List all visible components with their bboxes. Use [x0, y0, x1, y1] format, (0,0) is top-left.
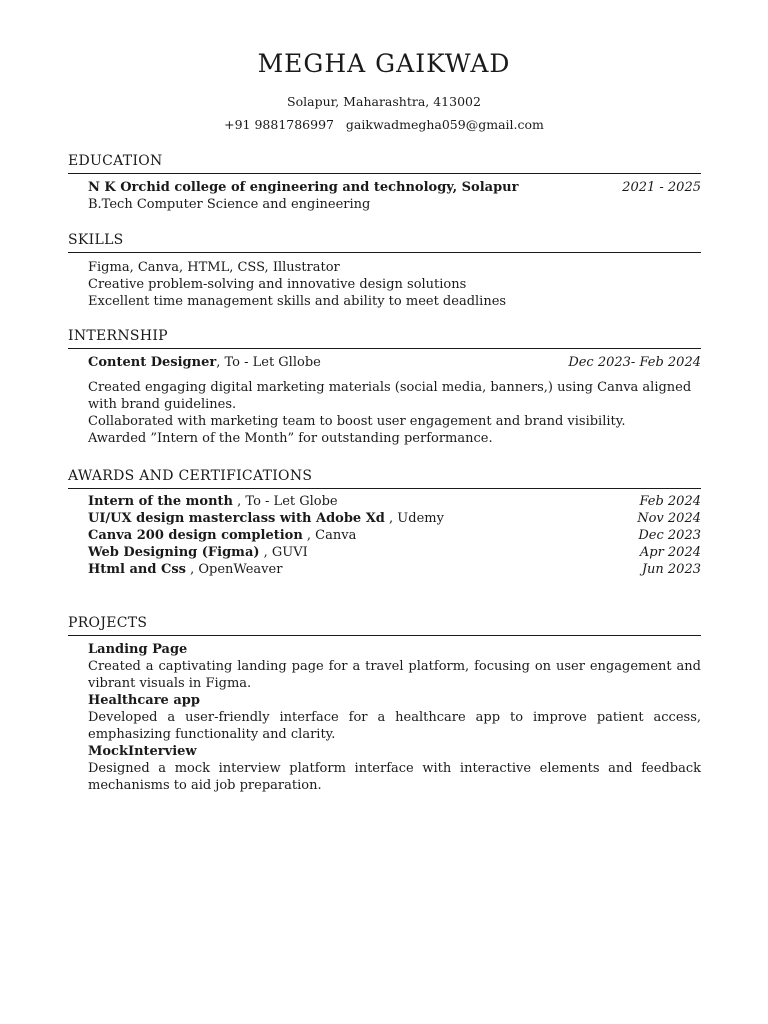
award-org: , GUVI [259, 545, 308, 560]
project-description: Developed a user-friendly interface for a healthcare app to improve patient access, emphasizing functionality and clarity. [88, 710, 701, 742]
award-row [88, 561, 701, 578]
internship-item: Awarded ”Intern of the Month” for outstanding performance. [88, 431, 493, 446]
section-title: EDUCATION [68, 152, 701, 174]
project-name: MockInterview [88, 744, 197, 759]
project-description: Created a captivating landing page for a travel platform, focusing on user engagement and vibrant visuals in Figma. [88, 659, 701, 691]
contact-line [0, 116, 768, 133]
award-org: , Udemy [384, 511, 444, 526]
award-row [88, 544, 701, 561]
award-date: Dec 2023 [638, 528, 701, 543]
award-date: Apr 2024 [639, 545, 701, 560]
section-title: AWARDS AND CERTIFICATIONS [68, 467, 701, 489]
skill-item: Excellent time management skills and ability to meet deadlines [88, 294, 507, 309]
skill-item: Figma, Canva, HTML, CSS, Illustrator [88, 260, 340, 275]
school-name: N K Orchid college of engineering and technology, Solapur [88, 180, 519, 195]
internship-company: , To - Let Gllobe [216, 355, 321, 370]
project-description: Designed a mock interview platform interface with interactive elements and feedback mechanisms to aid job preparation. [88, 761, 701, 793]
award-name: Html and Css [88, 562, 186, 577]
award-name: Web Designing (Figma) [88, 545, 260, 560]
education-dates: 2021 - 2025 [622, 180, 701, 195]
award-org: , Canva [302, 528, 357, 543]
section-title: SKILLS [68, 231, 701, 253]
internship-dates: Dec 2023- Feb 2024 [568, 355, 701, 370]
award-row [88, 527, 701, 544]
education-entry [88, 179, 701, 196]
internship-section [68, 327, 701, 447]
award-org: , To - Let Globe [233, 494, 338, 509]
skill-item: Creative problem-solving and innovative design solutions [88, 277, 467, 292]
project-name: Healthcare app [88, 693, 200, 708]
award-org: , OpenWeaver [185, 562, 283, 577]
award-row [88, 510, 701, 527]
internship-entry [88, 354, 701, 371]
email: gaikwadmegha059@gmail.com [345, 117, 544, 132]
internship-item: Collaborated with marketing team to boost user engagement and brand visibility. [88, 414, 626, 429]
projects-section [68, 614, 701, 794]
award-date: Feb 2024 [639, 494, 701, 509]
award-name: Intern of the month [88, 494, 234, 509]
skills-section [68, 231, 701, 310]
award-date: Jun 2023 [641, 562, 701, 577]
education-section [68, 152, 701, 213]
phone: +91 9881786997 [224, 117, 334, 132]
section-title: PROJECTS [68, 614, 701, 636]
internship-item: Created engaging digital marketing materials (social media, banners,) using Canva aligned with brand guidelines. [88, 380, 692, 412]
address: Solapur, Maharashtra, 413002 [287, 94, 481, 109]
internship-role: Content Designer [88, 355, 217, 370]
award-name: UI/UX design masterclass with Adobe Xd [88, 511, 385, 526]
awards-section [68, 467, 701, 578]
project-name: Landing Page [88, 642, 188, 657]
candidate-name: MEGHA GAIKWAD [257, 49, 511, 78]
award-name: Canva 200 design completion [88, 528, 303, 543]
section-title: INTERNSHIP [68, 327, 701, 349]
degree: B.Tech Computer Science and engineering [88, 197, 371, 212]
award-row [88, 493, 701, 510]
award-date: Nov 2024 [637, 511, 701, 526]
